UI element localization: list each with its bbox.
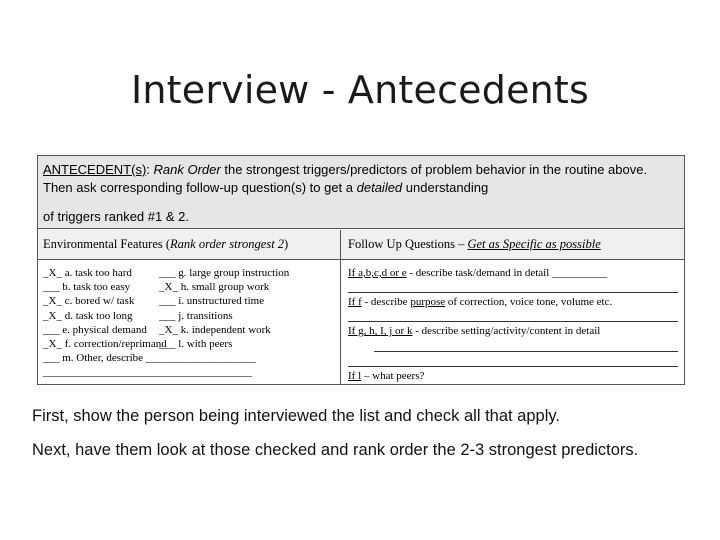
instruction-paragraph-1: First, show the person being interviewed the list and check all that apply. [32,407,560,425]
q2-condition: If f [348,296,362,309]
feature-d: _X_ d. task too long [43,309,133,322]
q3-condition: If g, h, I, j or k [348,325,413,338]
answer-line [348,309,678,322]
instructions-line3: of triggers ranked #1 & 2. [43,209,189,224]
environmental-features-list [43,266,338,380]
follow-up-q3 [348,324,678,338]
col-left-prefix: Environmental Features ( [43,237,171,251]
follow-up-q2 [348,295,678,309]
environmental-features-header [43,237,288,252]
q1-condition: If a,b,c,d or e [348,267,407,279]
feature-blank-line: ______________________________________ [43,366,252,379]
list-item [43,309,338,323]
antecedent-label: ANTECEDENT(s) [43,162,147,177]
feature-m: ___ m. Other, describe ____________________ [43,352,256,365]
follow-up-questions-list [348,266,678,383]
q2-text-a: - describe [361,296,411,309]
answer-line [348,280,678,293]
feature-k: _X_ k. independent work [159,323,271,336]
answer-line [374,339,678,352]
feature-l: ___ l. with peers [159,337,233,350]
label-colon: : [146,162,150,177]
col-left-suffix: ) [284,237,289,251]
instructions-part1: the strongest triggers/predictors of problem behavior in the routine above. Then ask corresponding follow-up question(s) to get a [43,162,648,195]
detailed-text: detailed [356,180,403,195]
list-item [43,323,338,337]
feature-c: _X_ c. bored w/ task [43,295,135,308]
list-item [43,365,338,379]
column-header-row [38,230,684,260]
antecedent-instructions [38,156,684,229]
instructions-part2: understanding [402,180,489,195]
rank-order-text: Rank Order [153,162,221,177]
follow-up-q1 [348,266,678,280]
q2-text-b: of correction, voice tone, volume etc. [445,296,613,309]
instructions-text [43,161,679,197]
q3-text: - describe setting/activity/content in detail [412,325,601,338]
antecedent-table [37,155,685,385]
col-left-italic: Rank order strongest 2 [170,237,285,251]
feature-j: ___ j. transitions [159,309,233,322]
slide-title: Interview - Antecedents [130,68,590,112]
list-item [43,294,338,308]
col-right-prefix: Follow Up Questions – [348,237,468,251]
list-item [43,280,338,294]
col-right-italic: Get as Specific as possible [467,237,601,251]
feature-b: ___ b. task too easy [43,281,131,294]
feature-f: _X_ f. correction/reprimand [43,337,167,350]
feature-a: _X_ a. task too hard [43,267,132,279]
feature-e: ___ e. physical demand [43,323,147,336]
table-body [38,261,684,385]
q2-purpose: purpose [410,296,446,309]
q4-condition: If l [348,369,362,382]
feature-h: _X_ h. small group work [159,281,270,294]
feature-i: ___ i. unstructured time [159,295,265,308]
q4-text: – what peers? [361,369,425,382]
q1-text: - describe task/demand in detail __________ [406,267,608,279]
follow-up-questions-header [348,237,601,252]
answer-line [348,354,678,367]
follow-up-q4 [348,369,678,383]
list-item [43,266,338,280]
list-item [43,351,338,365]
list-item [43,337,338,351]
feature-g: ___ g. large group instruction [159,267,290,279]
instruction-paragraph-2: Next, have them look at those checked and rank order the 2-3 strongest predictors. [32,441,639,459]
